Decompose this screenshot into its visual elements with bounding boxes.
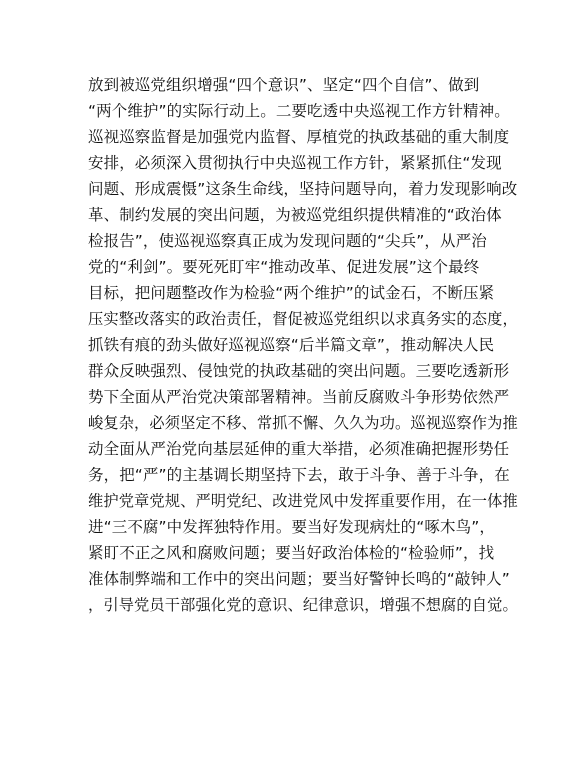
text-line: 维护党章党规、严明党纪、改进党风中发挥重要作用，在一体推 bbox=[88, 492, 518, 510]
text-line: 问题、形成震慑”这条生命线，坚持问题导向，着力发现影响改 bbox=[88, 180, 518, 198]
text-line: 紧盯不正之风和腐败问题；要当好政治体检的“检验师”，找 bbox=[88, 544, 495, 562]
body-paragraph bbox=[88, 72, 518, 618]
text-line: 抓铁有痕的劲头做好巡视巡察“后半篇文章”，推动解决人民 bbox=[88, 336, 495, 354]
text-line: “两个维护”的实际行动上。二要吃透中央巡视工作方针精神。 bbox=[88, 102, 510, 120]
text-line: 动全面从严治党向基层延伸的重大举措，必须准确把握形势任 bbox=[88, 440, 510, 458]
text-line: 势下全面从严治党决策部署精神。当前反腐败斗争形势依然严 bbox=[88, 388, 510, 406]
text-line: ，引导党员干部强化党的意识、纪律意识，增强不想腐的自觉。 bbox=[88, 596, 518, 614]
text-line: 目标，把问题整改作为检验“两个维护”的试金石，不断压紧 bbox=[88, 284, 495, 302]
text-line: 检报告”，使巡视巡察真正成为发现问题的“尖兵”，从严治 bbox=[88, 232, 487, 250]
text-line: 党的“利剑”。要死死盯牢“推动改革、促进发展”这个最终 bbox=[88, 258, 480, 276]
text-line: 巡视巡察监督是加强党内监督、厚植党的执政基础的重大制度 bbox=[88, 128, 510, 146]
text-line: 放到被巡党组织增强“四个意识”、坚定“四个自信”、做到 bbox=[88, 76, 480, 94]
text-line: 革、制约发展的突出问题，为被巡党组织提供精准的“政治体 bbox=[88, 206, 502, 224]
text-line: 安排，必须深入贯彻执行中央巡视工作方针，紧紧抓住“发现 bbox=[88, 154, 502, 172]
text-line: 进“三不腐”中发挥独特作用。要当好发现病灶的“啄木鸟”， bbox=[88, 518, 495, 536]
text-line: 群众反映强烈、侵蚀党的执政基础的突出问题。三要吃透新形 bbox=[88, 362, 510, 380]
text-line: 峻复杂，必须坚定不移、常抓不懈、久久为功。巡视巡察作为推 bbox=[88, 414, 518, 432]
text-line: 务，把“严”的主基调长期坚持下去，敢于斗争、善于斗争，在 bbox=[88, 466, 510, 484]
text-line: 压实整改落实的政治责任，督促被巡党组织以求真务实的态度， bbox=[88, 310, 518, 328]
text-line: 准体制弊端和工作中的突出问题；要当好警钟长鸣的“敲钟人” bbox=[88, 570, 510, 588]
